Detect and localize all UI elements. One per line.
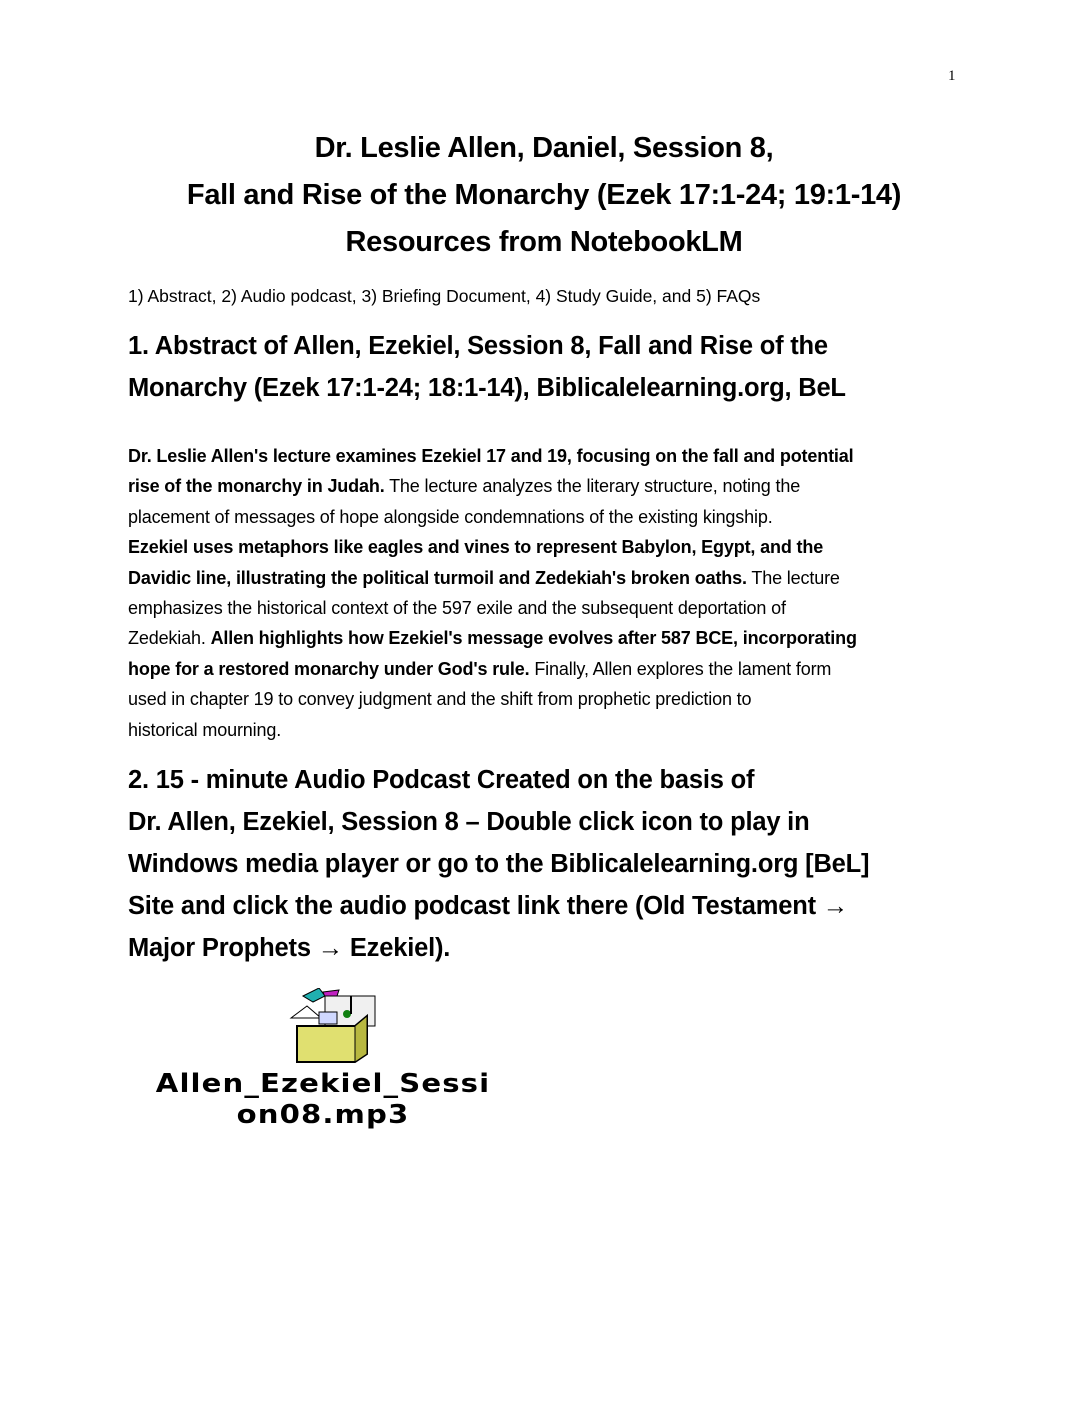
- text-segment: used in chapter 19 to convey judgment and the shift from prophetic prediction to: [128, 689, 752, 710]
- text-segment: Zedekiah.: [128, 628, 211, 649]
- bold-text-segment: rise of the monarchy in Judah.: [128, 476, 385, 497]
- text-segment: historical mourning.: [128, 719, 282, 740]
- abstract-line: [128, 659, 831, 680]
- abstract-line: [128, 476, 800, 497]
- package-audio-icon[interactable]: [263, 988, 383, 1064]
- audio-file-label-line-2[interactable]: on08.mp3: [236, 1100, 410, 1130]
- section2-heading-line-1: 2. 15 - minute Audio Podcast Created on the basis of: [128, 766, 755, 794]
- audio-file-object[interactable]: [138, 988, 508, 1131]
- bold-text-segment: Ezekiel uses metaphors like eagles and vines to represent Babylon, Egypt, and the: [128, 537, 824, 558]
- text-segment: placement of messages of hope alongside condemnations of the existing kingship.: [128, 506, 773, 527]
- abstract-line: [128, 628, 857, 649]
- section2-heading-line-5: Major Prophets → Ezekiel).: [128, 934, 451, 962]
- text-segment: The lecture analyzes the literary structure, noting the: [384, 476, 801, 497]
- bold-text-segment: Dr. Leslie Allen's lecture examines Ezekiel 17 and 19, focusing on the fall and potential: [128, 446, 854, 466]
- text-segment: The lecture: [746, 567, 840, 588]
- bold-text-segment: Davidic line, illustrating the political turmoil and Zedekiah's broken oaths.: [128, 567, 747, 588]
- section2-heading-line-2: Dr. Allen, Ezekiel, Session 8 – Double click icon to play in: [128, 808, 810, 836]
- title-line-3: Resources from NotebookLM: [345, 226, 743, 258]
- text-segment: Finally, Allen explores the lament form: [529, 658, 832, 679]
- section1-heading-line-1: 1. Abstract of Allen, Ezekiel, Session 8, Fall and Rise of the: [128, 332, 828, 360]
- abstract-line: [128, 689, 751, 710]
- abstract-line: [128, 568, 840, 589]
- abstract-line: [128, 507, 773, 528]
- abstract-line: [128, 720, 281, 741]
- text-segment: emphasizes the historical context of the 597 exile and the subsequent deportation of: [128, 598, 786, 618]
- section2-heading-line-4: Site and click the audio podcast link there (Old Testament →: [128, 892, 849, 920]
- intro-line: 1) Abstract, 2) Audio podcast, 3) Briefing Document, 4) Study Guide, and 5) FAQs: [128, 286, 761, 306]
- abstract-line: [128, 446, 854, 467]
- title-line-2: Fall and Rise of the Monarchy (Ezek 17:1-24; 19:1-14): [186, 179, 902, 211]
- section2-heading-line-3: Windows media player or go to the Biblicalelearning.org [BeL]: [128, 850, 870, 878]
- abstract-line: [128, 537, 823, 558]
- title-line-1: Dr. Leslie Allen, Daniel, Session 8,: [314, 132, 774, 164]
- audio-file-label-line-1[interactable]: Allen_Ezekiel_Sessi: [155, 1069, 491, 1099]
- page-number: 1: [948, 68, 956, 84]
- abstract-line: [128, 598, 786, 619]
- section1-heading-line-2: Monarchy (Ezek 17:1-24; 18:1-14), Biblicalelearning.org, BeL: [128, 374, 846, 402]
- bold-text-segment: hope for a restored monarchy under God's rule.: [128, 658, 530, 679]
- bold-text-segment: Allen highlights how Ezekiel's message evolves after 587 BCE, incorporating: [210, 628, 857, 649]
